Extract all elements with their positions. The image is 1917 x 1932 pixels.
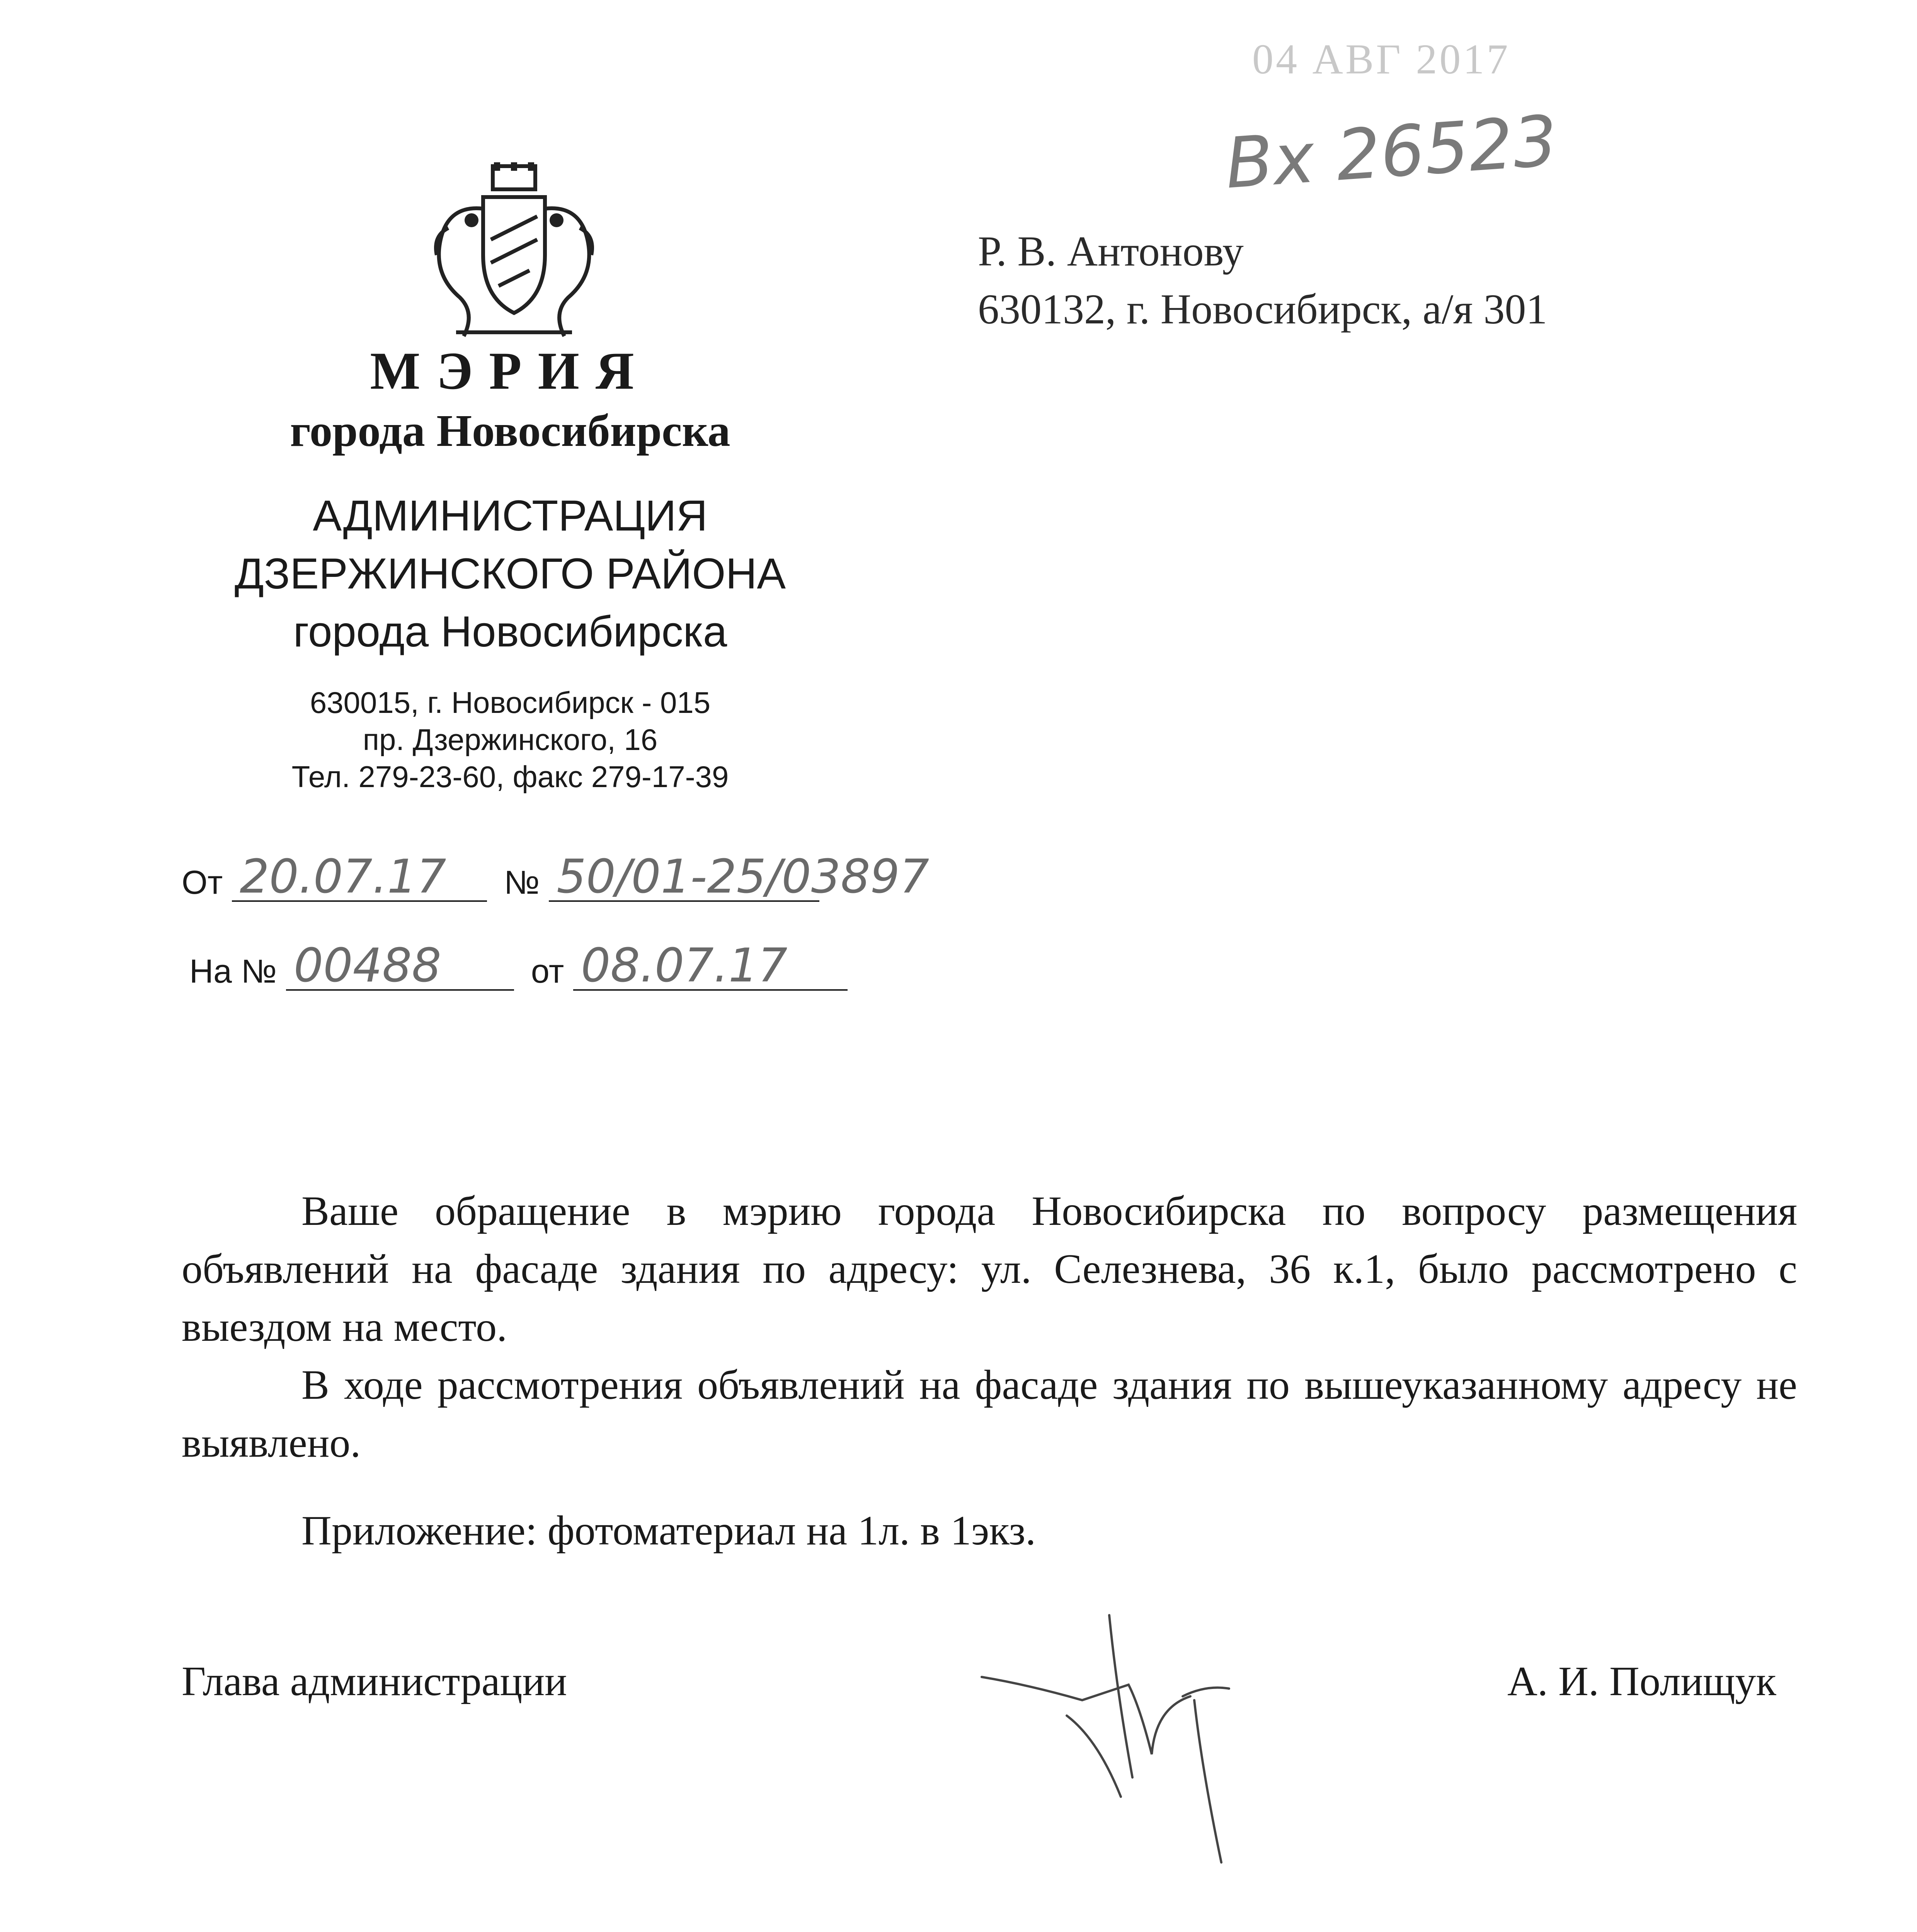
mayoralty-city: города Новосибирска	[290, 405, 730, 456]
body-paragraph: В ходе рассмотрения объявлений на фасаде здания по вышеуказанному адресу не выявлено.	[182, 1362, 1797, 1466]
addressee-address: 630132, г. Новосибирск, а/я 301	[978, 286, 1548, 333]
reply-label: На №	[189, 953, 277, 990]
reply-date-field	[573, 939, 848, 993]
reply-number-field	[286, 939, 514, 993]
from-label: От	[182, 864, 223, 901]
administration-name	[77, 487, 943, 661]
admin-line: АДМИНИСТРАЦИЯ	[313, 492, 708, 540]
signatory-title: Глава администрации	[182, 1658, 567, 1704]
number-field	[549, 850, 930, 904]
handwritten-signature-icon	[966, 1607, 1314, 1901]
contact-phone: Тел. 279-23-60, факс 279-17-39	[291, 760, 729, 794]
from-date: 20.07.17	[240, 850, 446, 904]
reply-from-label: от	[531, 953, 564, 990]
outgoing-reference	[182, 850, 930, 904]
mayoralty-title: МЭРИЯ	[370, 341, 650, 400]
from-date-field	[232, 850, 487, 904]
admin-line: ДЗЕРЖИНСКОГО РАЙОНА	[234, 549, 786, 598]
appendix-note: Приложение: фотоматериал на 1л. в 1экз.	[301, 1508, 1036, 1554]
reply-number: 00488	[294, 939, 441, 993]
contact-address: 630015, г. Новосибирск - 015	[310, 685, 711, 719]
reply-date: 08.07.17	[581, 939, 788, 993]
letter-body	[182, 1182, 1797, 1472]
incoming-stamp-date: 04 АВГ 2017	[1252, 36, 1510, 83]
outgoing-number: 50/01-25/03897	[557, 850, 930, 904]
admin-line: города Новосибирска	[293, 607, 727, 656]
incoming-registration-mark: Вх 26523	[1222, 100, 1560, 204]
administration-contacts	[77, 684, 943, 795]
addressee	[978, 222, 1547, 338]
contact-street: пр. Дзержинского, 16	[363, 723, 658, 757]
body-paragraph: Ваше обращение в мэрию города Новосибирска по вопросу размещения объявлений на фасаде здания по адресу: ул. Селезнева, 36 к.1, было рассмотрено с выездом на место.	[182, 1188, 1797, 1350]
coat-of-arms-icon	[425, 162, 603, 348]
letterhead	[77, 340, 943, 795]
signatory-name: А. И. Полищук	[1507, 1658, 1776, 1704]
number-label: №	[504, 864, 540, 901]
addressee-name: Р. В. Антонову	[978, 228, 1244, 275]
incoming-reference	[189, 939, 848, 993]
